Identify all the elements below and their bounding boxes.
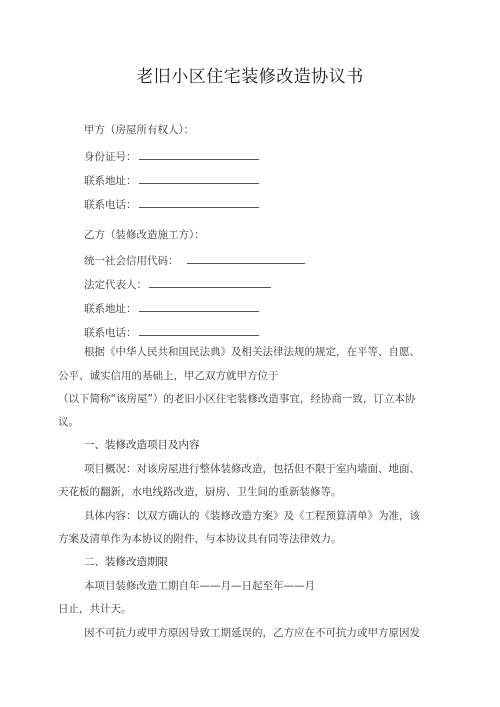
party-b-phone-field[interactable] — [139, 324, 259, 336]
party-a-heading: 甲方（房屋所有权人）： — [84, 124, 195, 136]
party-a-id-field[interactable] — [139, 148, 259, 160]
party-b-legal-rep-label: 法定代表人： — [84, 279, 147, 291]
party-b-legal-rep-field[interactable] — [149, 276, 271, 288]
section-1-overview-line-1: 项目概况：对该房屋进行整体装修改造，包括但不限于室内墙面、地面、 — [84, 463, 420, 475]
party-a-phone-label: 联系电话： — [84, 199, 137, 211]
section-2-period-line-2: 日止，共计天。 — [58, 603, 132, 615]
party-b-address-field[interactable] — [139, 300, 259, 312]
party-b-phone-row — [84, 324, 259, 340]
section-1-detail-line-2: 方案及清单作为本协议的附件，与本协议具有同等法律效力。 — [58, 533, 342, 545]
party-a-phone-field[interactable] — [139, 196, 259, 208]
party-b-credit-label: 统一社会信用代码： — [84, 255, 179, 267]
party-b-phone-label: 联系电话： — [84, 327, 137, 339]
party-b-address-label: 联系地址： — [84, 303, 137, 315]
section-2-period-line-1: 本项目装修改造工期自年——月—日起至年——月 — [84, 580, 315, 592]
section-1-detail-line-1: 具体内容：以双方确认的《装修改造方案》及《工程预算清单》为准，该 — [84, 510, 420, 522]
party-a-id-label: 身份证号： — [84, 151, 137, 163]
section-1-heading: 一、装修改造项目及内容 — [84, 439, 200, 451]
party-a-address-field[interactable] — [139, 172, 259, 184]
party-b-credit-row — [84, 252, 305, 268]
document-title: 老旧小区住宅装修改造协议书 — [136, 67, 364, 87]
section-2-heading: 二、装修改造期限 — [84, 556, 168, 568]
party-a-phone-row — [84, 196, 259, 212]
intro-line-3: （以下简称“该房屋”）的老旧小区住宅装修改造事宜，经协商一致，订立本协 — [58, 393, 416, 405]
section-1-overview-line-2: 天花板的翻新，水电线路改造，厨房、卫生间的重新装修等。 — [58, 486, 342, 498]
party-a-address-row — [84, 172, 259, 188]
party-b-address-row — [84, 300, 259, 316]
party-a-id-row — [84, 148, 259, 164]
party-b-heading: 乙方（装修改造施工方）： — [84, 229, 205, 241]
section-2-delay-line-1: 因不可抗力或甲方原因导致工期延误的，乙方应在不可抗力或甲方原因发 — [84, 627, 420, 639]
intro-line-4: 议。 — [58, 416, 79, 428]
party-a-address-label: 联系地址： — [84, 175, 137, 187]
intro-line-2: 公平、诚实信用的基础上，甲乙双方就甲方位于 — [58, 370, 279, 382]
intro-line-1: 根据《中华人民共和国民法典》及相关法律法规的规定，在平等、自愿、 — [84, 346, 420, 358]
party-b-legal-rep-row — [84, 276, 271, 292]
party-b-credit-field[interactable] — [187, 252, 305, 264]
